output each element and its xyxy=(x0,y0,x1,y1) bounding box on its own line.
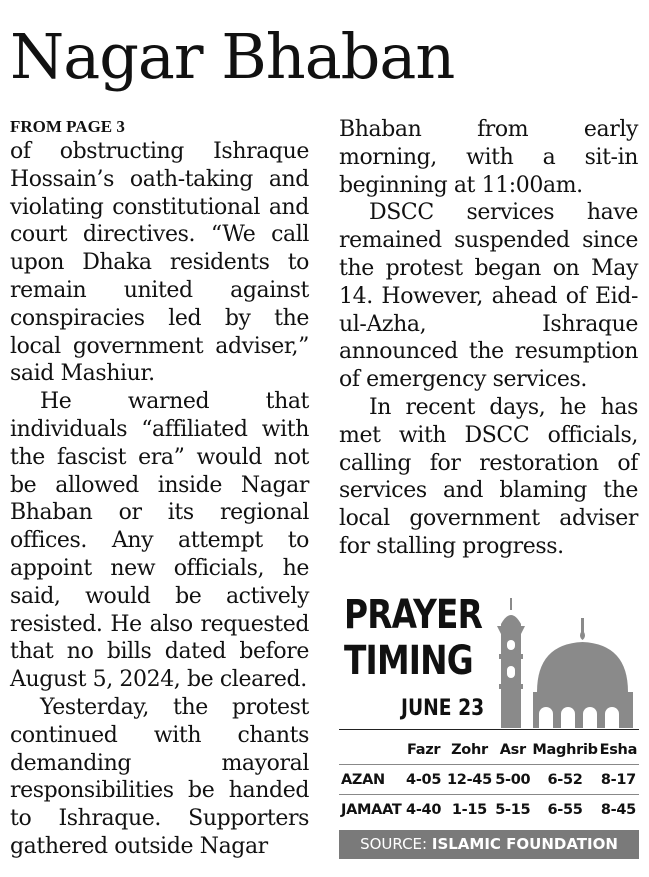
paragraph: Bhaban from early morning, with a sit-in beginning at 11:00am. xyxy=(339,117,638,198)
prayer-times-table xyxy=(339,736,639,824)
header-cell: Maghrib xyxy=(532,742,598,758)
mosque-icon xyxy=(489,592,639,728)
row-label: AZAN xyxy=(339,765,401,795)
article-column-right xyxy=(339,116,638,561)
header-cell: Zohr xyxy=(451,742,488,758)
paragraph: DSCC services have remained suspended since the protest began on May 14. However, ahead of Eid-ul-Azha, Ishraque announced the resumption of emergency services. xyxy=(339,200,638,393)
source-bar xyxy=(339,830,639,859)
time-cell: 6-55 xyxy=(532,795,597,825)
article-column-left xyxy=(10,116,309,861)
header-cell: Fazr xyxy=(406,742,441,758)
prayer-date: JUNE 23 xyxy=(401,696,485,721)
time-cell: 6-52 xyxy=(532,765,597,795)
time-cell: 5-15 xyxy=(493,795,532,825)
source-name: ISLAMIC FOUNDATION xyxy=(431,835,618,853)
time-cell: 1-15 xyxy=(446,795,493,825)
prayer-timing-box xyxy=(339,590,639,860)
paragraph: of obstructing Ishraque Hossain’s oath-taking and violating constitutional and court directives. “We call upon Dhaka residents to remain united against conspiracies led by the local government adviser,” said Mashiur. xyxy=(10,139,309,387)
time-cell: 12-45 xyxy=(446,765,493,795)
table-header-row xyxy=(339,736,639,765)
paragraph: Yesterday, the protest continued with chants demanding mayoral responsibilities be handed to Ishraque. Supporters gathered outside Nagar xyxy=(10,694,309,859)
paragraph: In recent days, he has met with DSCC officials, calling for restoration of services and blaming the local government adviser for stalling progress. xyxy=(339,394,638,559)
header-cell: Asr xyxy=(499,742,526,758)
title-line: TIMING xyxy=(344,638,473,684)
time-cell: 4-40 xyxy=(401,795,445,825)
continued-from-label: FROM PAGE 3 xyxy=(10,117,125,136)
header-cell: Esha xyxy=(599,742,638,758)
headline: Nagar Bhaban xyxy=(10,20,455,93)
prayer-timing-title xyxy=(344,592,482,684)
divider xyxy=(339,729,639,730)
row-label: JAMAAT xyxy=(339,795,401,825)
title-line: PRAYER xyxy=(344,592,483,638)
time-cell: 4-05 xyxy=(401,765,445,795)
time-cell: 8-17 xyxy=(598,765,639,795)
table-row xyxy=(339,765,639,795)
header-cell-blank xyxy=(339,736,401,765)
time-cell: 5-00 xyxy=(493,765,532,795)
source-label: SOURCE: xyxy=(360,835,432,853)
paragraph: He warned that individuals “affiliated with the fascist era” would not be allowed inside Nagar Bhaban or its regional offices. Any attempt to appoint new officials, he said, would be actively resisted. He also requested that no bills dated before August 5, 2024, be cleared. xyxy=(10,389,309,693)
time-cell: 8-45 xyxy=(598,795,639,825)
table-row xyxy=(339,795,639,825)
